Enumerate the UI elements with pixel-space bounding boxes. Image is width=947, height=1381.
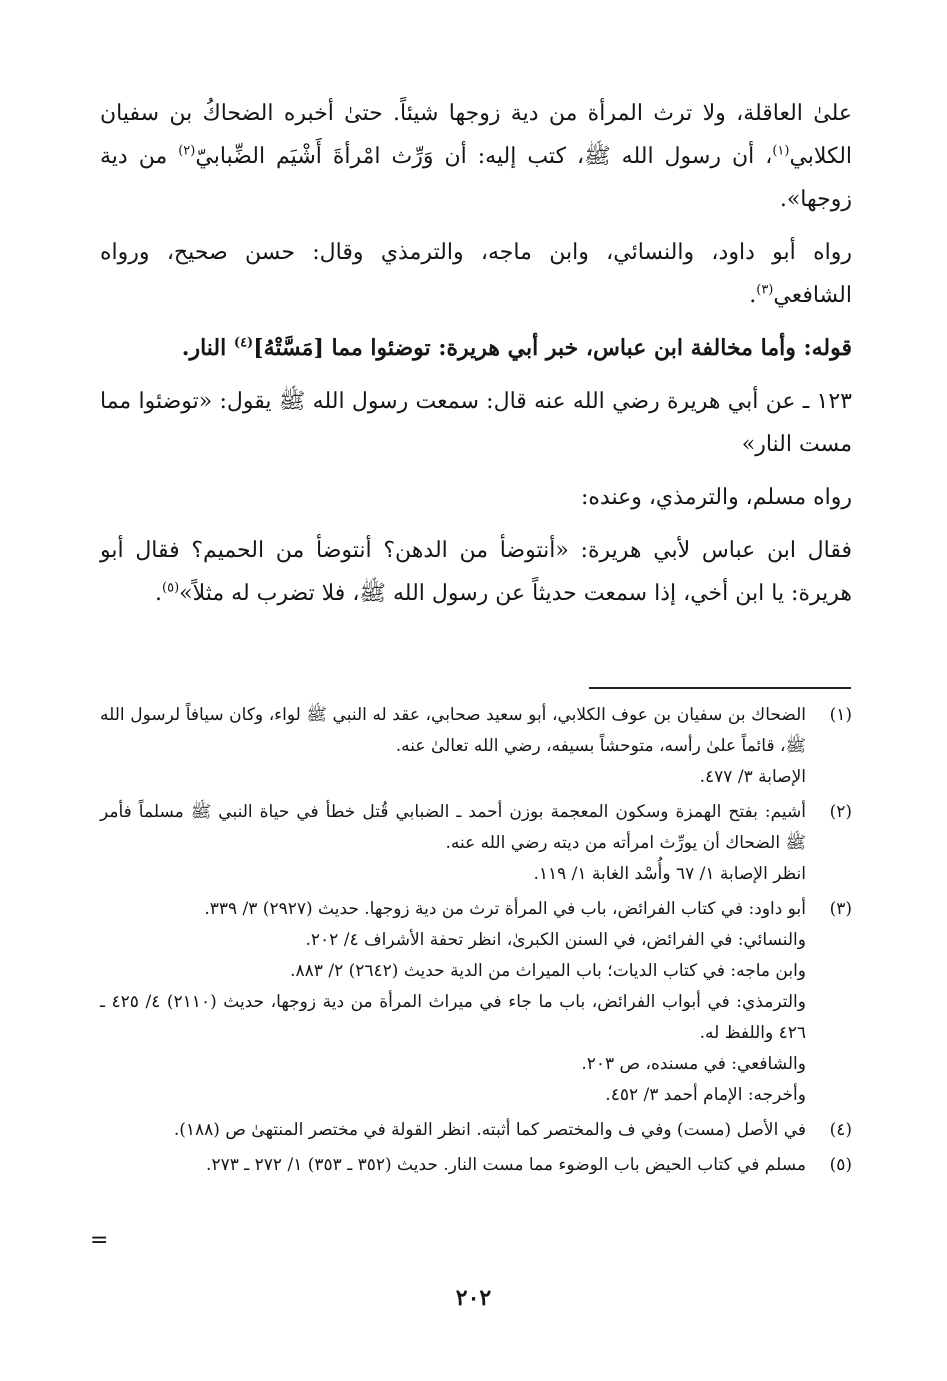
paragraph-text: قوله: وأما مخالفة ابن عباس، خبر أبي هريرة: توضئوا مما [مَسَّتْهُ] — [253, 335, 852, 361]
footnote-line: الضحاك بن سفيان بن عوف الكلابي، أبو سعيد صحابي، عقد له النبي ﷺ لواء، وكان سيافاً لرسول الله ﷺ، قائماً علىٰ رأسه، متوحشاً بسيفه، رضي الله تعالىٰ عنه. — [100, 705, 806, 756]
paragraph-text: رواه مسلم، والترمذي، وعنده: — [580, 485, 852, 510]
main-text — [100, 92, 852, 625]
footnote-body — [100, 797, 806, 890]
footnote-5 — [100, 1150, 852, 1181]
page-number: ٢٠٢ — [455, 1285, 492, 1311]
footnote-1 — [100, 700, 852, 793]
footnote-line: والنسائي: في الفرائض، في السنن الكبرىٰ، انظر تحفة الأشراف ٤/ ٢٠٢. — [305, 930, 806, 950]
paragraph-text: فقال ابن عباس لأبي هريرة: «أنتوضأ من الدهن؟ أنتوضأ من الحميم؟ فقال أبو هريرة: يا ابن أخي، إذا سمعت حديثاً عن رسول الله ﷺ، فلا تضرب له مثلاً» — [100, 538, 852, 606]
footnote-number: (٢) — [829, 802, 852, 822]
footnote-ref[interactable]: (٤) — [233, 335, 254, 351]
footnote-line: الإصابة ٣/ ٤٧٧. — [699, 767, 806, 787]
footnote-ref[interactable]: (١) — [772, 143, 790, 159]
paragraph-1 — [100, 92, 852, 221]
footnote-line: وابن ماجه: في كتاب الديات؛ باب الميراث من الدية حديث (٢٦٤٢) ٢/ ٨٨٣. — [290, 961, 806, 981]
footnote-separator — [589, 687, 851, 689]
footnote-ref[interactable]: (٢) — [178, 143, 196, 159]
footnote-body — [100, 700, 806, 793]
paragraph-2 — [100, 231, 852, 317]
footnote-4 — [100, 1115, 852, 1146]
footnote-line: في الأصل (مست) وفي ف والمختصر كما أثبته. انظر القولة في مختصر المنتهىٰ ص (١٨٨). — [173, 1120, 806, 1140]
footnote-body — [100, 894, 806, 1111]
footnote-line: وأخرجه: الإمام أحمد ٣/ ٤٥٢. — [605, 1085, 806, 1105]
footnote-body — [100, 1115, 806, 1146]
footnote-ref[interactable]: (٣) — [756, 282, 774, 298]
paragraph-text: النار. — [181, 335, 234, 361]
footnotes — [100, 700, 852, 1185]
hadith-123 — [100, 380, 852, 466]
footnote-line: مسلم في كتاب الحيض باب الوضوء مما مست النار. حديث (٣٥٢ ـ ٣٥٣) ١/ ٢٧٢ ـ ٢٧٣. — [206, 1155, 806, 1175]
section-heading-paragraph — [100, 327, 852, 370]
footnote-number: (٥) — [829, 1155, 852, 1175]
paragraph-text: ١٢٣ ـ عن أبي هريرة رضي الله عنه قال: سمعت رسول الله ﷺ يقول: «توضئوا مما مست النار» — [100, 389, 852, 457]
footnote-ref[interactable]: (٥) — [162, 580, 180, 596]
paragraph-5 — [100, 476, 852, 519]
footnote-2 — [100, 797, 852, 890]
continuation-mark: = — [90, 1228, 109, 1253]
footnote-line: والترمذي: في أبواب الفرائض، باب ما جاء في ميراث المرأة من دية زوجها، حديث (٢١١٠) ٤/ ٤٢٥ ـ ٤٢٦ واللفظ له. — [100, 992, 806, 1043]
paragraph-text: رواه أبو داود، والنسائي، وابن ماجه، والترمذي وقال: حسن صحيح، ورواه الشافعي — [100, 240, 852, 308]
footnote-number: (٤) — [829, 1120, 852, 1140]
footnote-3 — [100, 894, 852, 1111]
paragraph-6 — [100, 529, 852, 615]
paragraph-text: . — [155, 581, 162, 606]
paragraph-text: علىٰ العاقلة، ولا ترث المرأة من دية زوجها شيئاً. حتىٰ أخبره الضحاكُ بن سفيان الكلابي — [100, 101, 853, 169]
footnote-line: أشيم: بفتح الهمزة وسكون المعجمة بوزن أحمد ـ الضبابي قُتل خطأ في حياة النبي ﷺ مسلماً فأمر ﷺ الضحاك أن يورِّث امرأته من ديته رضي الله عنه. — [100, 802, 806, 853]
footnote-number: (٣) — [829, 899, 852, 919]
paragraph-text: ، أن رسول الله ﷺ، كتب إليه: أن وَرِّث امْرأةَ أَشْيَم الضِّبابيّ — [195, 144, 773, 169]
paragraph-text: من دية زوجها». — [100, 144, 852, 212]
paragraph-text: . — [749, 283, 757, 308]
footnote-line: والشافعي: في مسنده، ص ٢٠٣. — [581, 1054, 806, 1074]
footnote-number: (١) — [829, 705, 852, 725]
footnote-line: انظر الإصابة ١/ ٦٧ وأُسْد الغابة ١/ ١١٩. — [533, 864, 806, 884]
footnote-line: أبو داود: في كتاب الفرائض، باب في المرأة ترث من دية زوجها. حديث (٢٩٢٧) ٣/ ٣٣٩. — [204, 899, 806, 919]
footnote-body — [100, 1150, 806, 1181]
